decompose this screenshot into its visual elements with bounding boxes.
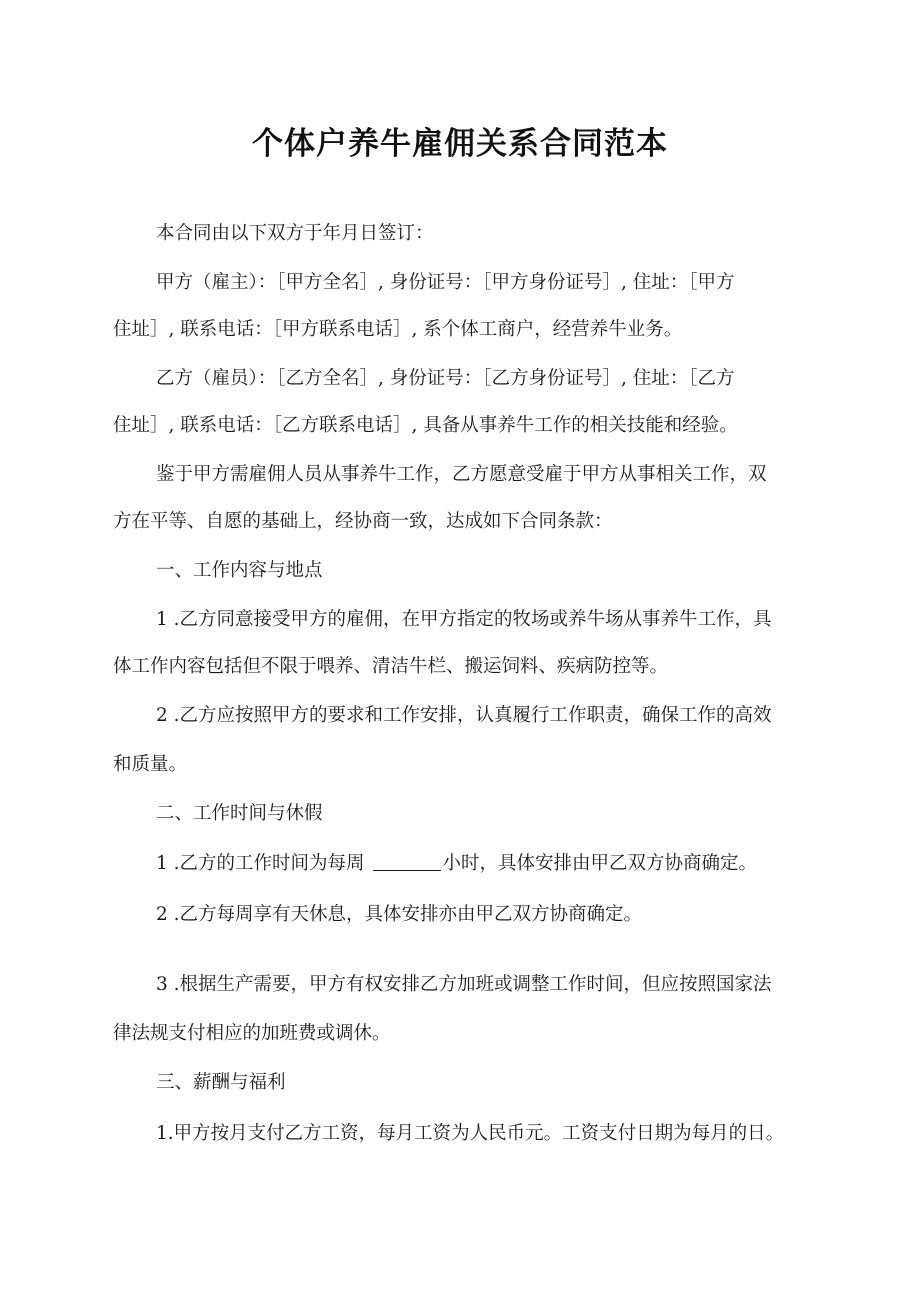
section3-heading: 三、薪酬与福利 [156, 1072, 286, 1093]
section2-item3-line1: 3 .根据生产需要，甲方有权安排乙方加班或调整工作时间，但应按照国家法 [156, 974, 772, 995]
section1-item2-line2: 和质量。 [113, 754, 188, 775]
section2-item1-prefix: 1 .乙方的工作时间为每周 [156, 853, 365, 874]
document-title: 个体户养牛雇佣关系合同范本 [252, 126, 668, 162]
party-b-line2: 住址］, 联系电话：［乙方联系电话］, 具备从事养牛工作的相关技能和经验。 [113, 415, 738, 436]
section2-item2: 2 .乙方每周享有天休息，具体安排亦由甲乙双方协商确定。 [156, 904, 643, 925]
hours-blank-field [373, 850, 441, 871]
section2-heading: 二、工作时间与休假 [156, 803, 323, 824]
intro-line: 本合同由以下双方于年月日签订： [156, 223, 434, 244]
party-a-line2: 住址］, 联系电话：［甲方联系电话］, 系个体工商户，经营养牛业务。 [113, 319, 683, 340]
section3-item1: 1.甲方按月支付乙方工资，每月工资为人民币元。工资支付日期为每月的日。 [156, 1123, 785, 1144]
preamble-line2: 方在平等、自愿的基础上，经协商一致，达成如下合同条款： [113, 511, 613, 532]
section2-item1 [156, 840, 818, 887]
section1-item2-line1: 2 .乙方应按照甲方的要求和工作安排，认真履行工作职责，确保工作的高效 [156, 705, 772, 726]
section1-heading: 一、工作内容与地点 [156, 560, 323, 581]
party-a-line1: 甲方（雇主）：［甲方全名］, 身份证号：［甲方身份证号］, 住址：［甲方 [156, 272, 735, 293]
section2-item1-suffix: 小时，具体安排由甲乙双方协商确定。 [442, 853, 758, 874]
preamble-line1: 鉴于甲方需雇佣人员从事养牛工作，乙方愿意受雇于甲方从事相关工作，双 [156, 464, 767, 485]
section1-item1-line1: 1 .乙方同意接受甲方的雇佣，在甲方指定的牧场或养牛场从事养牛工作，具 [156, 609, 772, 630]
party-b-line1: 乙方（雇员）：［乙方全名］, 身份证号：［乙方身份证号］, 住址：［乙方 [156, 368, 735, 389]
section2-item3-line2: 律法规支付相应的加班费或调休。 [113, 1023, 391, 1044]
section1-item1-line2: 体工作内容包括但不限于喂养、清洁牛栏、搬运饲料、疾病防控等。 [113, 656, 669, 677]
